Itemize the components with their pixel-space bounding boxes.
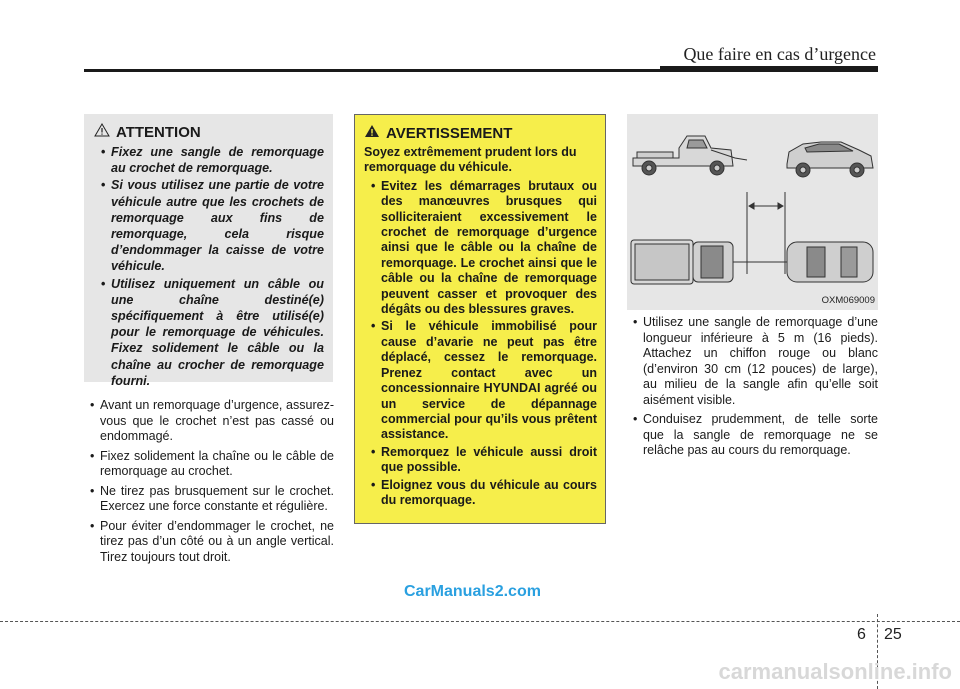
warning-intro: Soyez extrêmement prudent lors du remorquage du véhicule. (364, 145, 577, 175)
car-top-icon (787, 242, 873, 282)
right-instructions-list (627, 315, 878, 463)
attention-heading (94, 123, 324, 141)
tow-truck-top-icon (631, 240, 787, 284)
chapter-number: 6 (857, 626, 866, 643)
attention-title: ATTENTION (116, 123, 201, 141)
warning-item: • Evitez les démarrages brutaux ou des manœuvres brusques qui solliciteraient excessivement le crochet de remorquage d’urgence ainsi que le câble ou la chaîne de remorquage. Le crochet ainsi que le câble ou la chaîne de remorquage peuvent casser et provoquer des dégâts ou des blessures graves. (364, 179, 597, 318)
page-header-title: Que faire en cas d’urgence (683, 44, 876, 64)
attention-list (94, 144, 324, 389)
suv-side-icon (787, 142, 873, 177)
warning-title: AVERTISSEMENT (386, 124, 513, 142)
warning-box (354, 114, 606, 524)
page-number: 25 (884, 626, 902, 643)
instruction-item: • Utilisez une sangle de remorquage d’une longueur inférieure à 5 m (16 pieds). Attachez un chiffon rouge ou blanc (d’environ 30 cm (12 pouces) de large), au milieu de la sangle afin qu’elle soit aisément visible. (627, 315, 878, 408)
footer-site-watermark: carmanualsonline.info (718, 659, 952, 684)
left-instructions-list (84, 398, 334, 569)
header-rule-accent (660, 66, 878, 72)
caution-triangle-icon (94, 123, 110, 141)
tow-truck-side-icon (633, 136, 747, 175)
attention-item: • Si vous utilisez une partie de votre véhicule autre que les crochets de remorquage aux fins de remorquage, cela risque d’endommager la caisse de votre véhicule. (94, 177, 324, 274)
warning-item: • Si le véhicule immobilisé pour cause d’avarie ne peut pas être déplacé, cessez le remorquage. Prenez contact avec un concessionnaire HYUNDAI agréé ou un service de dépannage commercial pour qu’ils vous prêtent assistance. (364, 319, 597, 442)
footer-divider (0, 621, 960, 622)
warning-item: • Eloignez vous du véhicule au cours du remorquage. (364, 478, 597, 509)
figure-code: OXM069009 (821, 295, 875, 306)
instruction-item: • Avant un remorquage d’urgence, assurez-vous que le crochet n’est pas cassé ou endommagé. (84, 398, 334, 445)
warning-triangle-icon (364, 124, 380, 142)
towing-illustration (627, 114, 878, 310)
warning-heading (364, 124, 597, 142)
attention-box (84, 114, 333, 388)
watermark-link[interactable]: CarManuals2.com (404, 583, 541, 600)
attention-item: • Utilisez uniquement un câble ou une chaîne destiné(e) spécifiquement à être utilisé(e) pour le remorquage de véhicules. Fixez solidement le câble ou la chaîne au crocher de remorquage fourni. (94, 276, 324, 389)
warning-list (364, 179, 597, 509)
tow-truck-and-car-drawing (627, 114, 878, 310)
instruction-item: • Conduisez prudemment, de telle sorte que la sangle de remorquage ne se relâche pas au cours du remorquage. (627, 412, 878, 459)
instruction-item: • Ne tirez pas brusquement sur le crochet. Exercez une force constante et régulière. (84, 484, 334, 515)
instruction-item: • Pour éviter d’endommager le crochet, ne tirez pas d’un côté ou à un angle vertical. Tirez toujours tout droit. (84, 519, 334, 566)
attention-item: • Fixez une sangle de remorquage au crochet de remorquage. (94, 144, 324, 176)
warning-item: • Remorquez le véhicule aussi droit que possible. (364, 445, 597, 476)
instruction-item: • Fixez solidement la chaîne ou le câble de remorquage au crochet. (84, 449, 334, 480)
